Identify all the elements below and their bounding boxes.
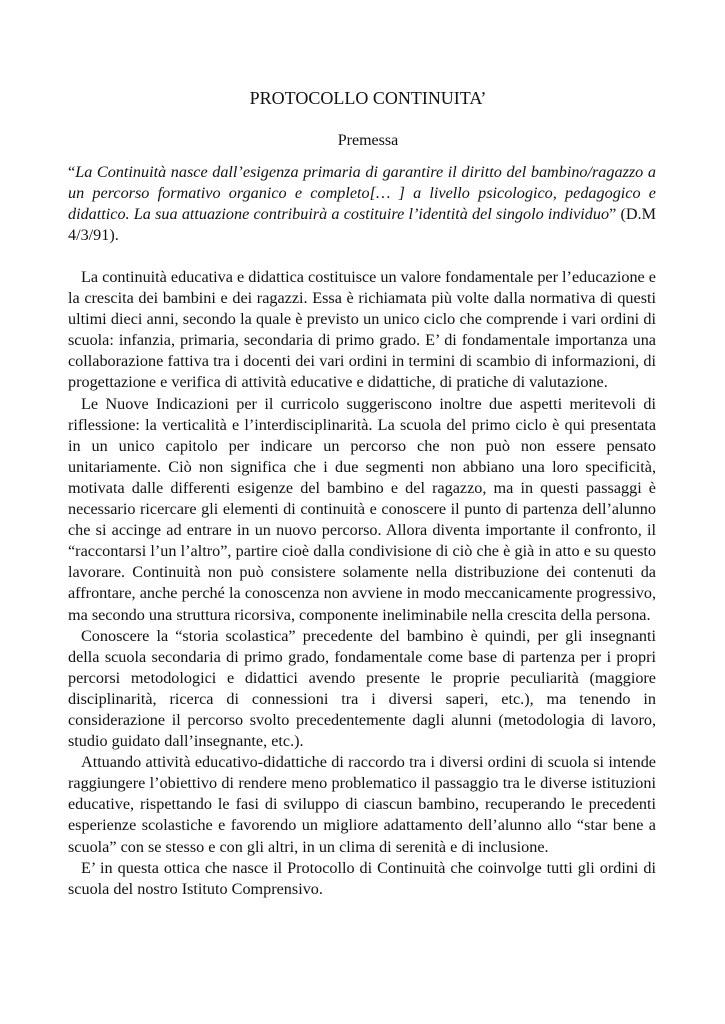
document-title: PROTOCOLLO CONTINUITA’ [249, 88, 487, 108]
paragraph-5: E’ in questa ottica che nasce il Protocollo di Continuità che coinvolge tutti gli ordini di scuola del nostro Istituto Comprensivo. [68, 858, 656, 898]
quote-block [68, 162, 656, 246]
quote-text: La Continuità nasce dall’esigenza primaria di garantire il diritto del bambino/ragazzo a un percorso formativo organico e completo[… ] a livello psicologico, pedagogico e didattico. La sua attuazione contribuirà a costituire l’identità del singolo individuo [68, 163, 656, 223]
paragraph-2: Le Nuove Indicazioni per il curricolo suggeriscono inoltre due aspetti meritevoli di riflessione: la verticalità e l’interdisciplinarità. La scuola del primo ciclo è qui presentata in un unico capitolo per indicare un percorso che non può non essere pensato unitariamente. Ciò non significa che i due segmenti non abbiano una loro specificità, motivata dalle differenti esigenze del bambino e del ragazzo, ma in questi passaggi è necessario ricercare gli elementi di continuità e conoscere il punto di partenza dell’alunno che si accinge ad entrare in un nuovo percorso. Allora diventa importante il confronto, il “raccontarsi l’un l’altro”, partire cioè dalla condivisione di ciò che è già in atto e su questo lavorare. Continuità non può consistere solamente nella distribuzione dei contenuti da affrontare, anche perché la conoscenza non avviene in modo meccanicamente progressivo, ma secondo una struttura ricorsiva, componente ineliminabile nella crescita della persona. [68, 394, 656, 624]
paragraph-4: Attuando attività educativo-didattiche di raccordo tra i diversi ordini di scuola si intende raggiungere l’obiettivo di rendere meno problematico il passaggio tra le diverse istituzioni educative, rispettando le fasi di sviluppo di ciascun bambino, recuperando le precedenti esperienze scolastiche e favorendo un migliore adattamento dell’alunno allo “star bene a scuola” con se stesso e con gli altri, in un clima di serenità e di inclusione. [68, 753, 656, 856]
document-page [68, 86, 656, 900]
paragraph-3: Conoscere la “storia scolastica” precedente del bambino è quindi, per gli insegnanti della scuola secondaria di primo grado, fondamentale come base di partenza per i propri percorsi metodologici e didattici avendo presente le proprie peculiarità (maggiore disciplinarità, ricerca di connessioni tra i diversi saperi, etc.), ma tenendo in considerazione il percorso svolto precedentemente dagli alunni (metodologia di lavoro, studio guidato dall’insegnante, etc.). [68, 626, 656, 751]
document-subtitle: Premessa [337, 132, 399, 149]
paragraph-1: La continuità educativa e didattica costituisce un valore fondamentale per l’educazione e la crescita dei bambini e dei ragazzi. Essa è richiamata più volte dalla normativa di questi ultimi dieci anni, secondo la quale è previsto un unico ciclo che comprende i vari ordini di scuola: infanzia, primaria, secondaria di primo grado. E’ di fondamentale importanza una collaborazione fattiva tra i docenti dei vari ordini in termini di scambio di informazioni, di progettazione e verifica di attività educative e didattiche, di pratiche di valutazione. [68, 268, 656, 392]
quote-open-mark: “ [68, 163, 76, 181]
quote-reference: ” (D.M 4/3/91). [68, 205, 656, 244]
